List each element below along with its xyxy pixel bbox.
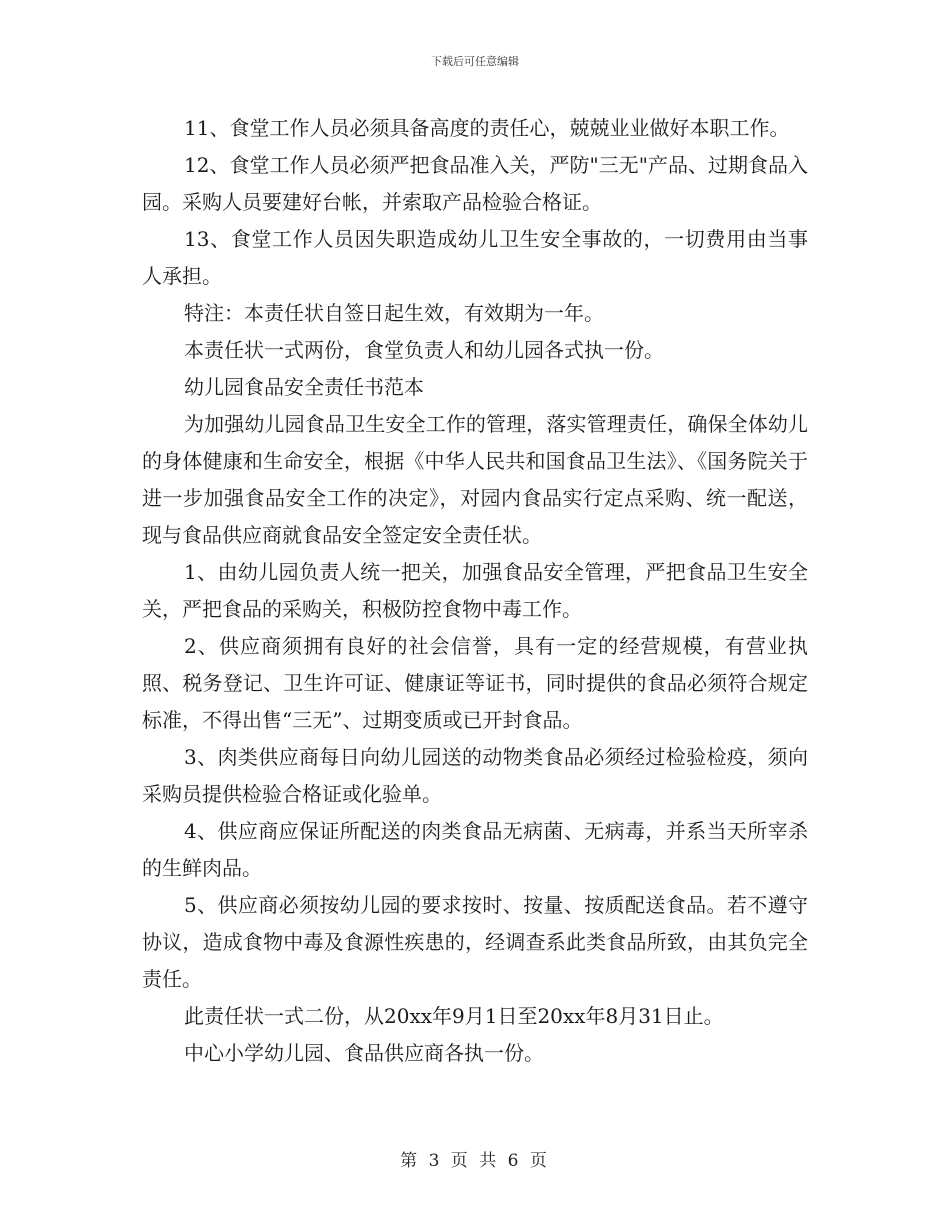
paragraph-item-11: 11、食堂工作人员必须具备高度的责任心，兢兢业业做好本职工作。 (184, 116, 790, 140)
section-title: 幼儿园食品安全责任书范本 (184, 375, 424, 399)
paragraph-clause-3: 3、肉类供应商每日向幼儿园送的动物类食品必须经过检验检疫，须向采购员提供检验合格证或化验单。 (142, 745, 808, 806)
document-body (142, 110, 808, 1072)
paragraph-signatories: 中心小学幼儿园、食品供应商各执一份。 (184, 1041, 544, 1065)
page-header: 下载后可任意编辑 (431, 55, 519, 68)
paragraph-clause-4: 4、供应商应保证所配送的肉类食品无病菌、无病毒，并系当天所宰杀的生鲜肉品。 (142, 819, 808, 880)
paragraph-clause-2: 2、供应商须拥有良好的社会信誉，具有一定的经营规模，有营业执照、税务登记、卫生许可证、健康证等证书，同时提供的食品必须符合规定标准，不得出售“三无”、过期变质或已开封食品。 (142, 634, 808, 732)
paragraph-intro: 为加强幼儿园食品卫生安全工作的管理，落实管理责任，确保全体幼儿的身体健康和生命安全，根据《中华人民共和国食品卫生法》、《国务院关于进一步加强食品安全工作的决定》，对园内食品实行定点采购、统一配送，现与食品供应商就食品安全签定安全责任状。 (142, 412, 808, 547)
paragraph-clause-1: 1、由幼儿园负责人统一把关，加强食品安全管理，严把食品卫生安全关，严把食品的采购关，积极防控食物中毒工作。 (142, 560, 808, 621)
paragraph-copies-note: 本责任状一式两份，食堂负责人和幼儿园各式执一份。 (184, 338, 664, 362)
paragraph-item-12: 12、食堂工作人员必须严把食品准入关，严防"三无"产品、过期食品入园。采购人员要建好台帐，并索取产品检验合格证。 (142, 153, 808, 214)
paragraph-clause-5: 5、供应商必须按幼儿园的要求按时、按量、按质配送食品。若不遵守协议，造成食物中毒及食源性疾患的，经调查系此类食品所致，由其负完全责任。 (142, 893, 808, 991)
paragraph-validity: 此责任状一式二份，从20xx年9月1日至20xx年8月31日止。 (184, 1004, 724, 1028)
paragraph-special-note: 特注：本责任状自签日起生效，有效期为一年。 (184, 301, 604, 325)
page-footer: 第 3 页 共 6 页 (400, 1151, 550, 1171)
paragraph-item-13: 13、食堂工作人员因失职造成幼儿卫生安全事故的，一切费用由当事人承担。 (142, 227, 808, 288)
